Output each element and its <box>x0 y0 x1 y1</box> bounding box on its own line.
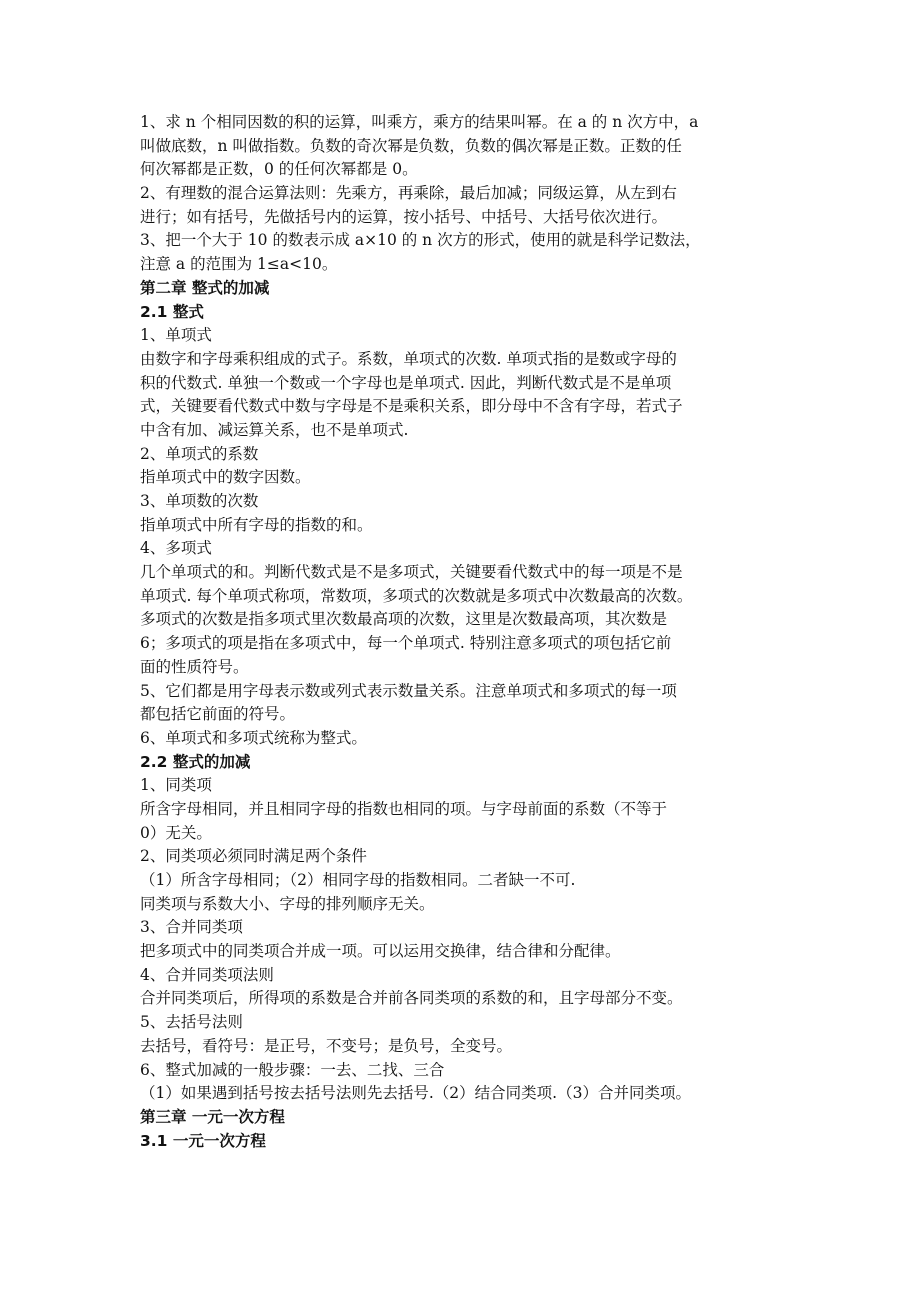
text-line: 6；多项式的项是指在多项式中，每一个单项式. 特别注意多项式的项包括它前 <box>140 634 672 653</box>
text-line: 把多项式中的同类项合并成一项。可以运用交换律，结合律和分配律。 <box>140 942 621 961</box>
text-line: 6、整式加减的一般步骤：一去、二找、三合 <box>140 1060 445 1079</box>
text-line: 单项式. 每个单项式称项，常数项，多项式的次数就是多项式中次数最高的次数。 <box>140 586 693 605</box>
text-line: 2、有理数的混合运算法则：先乘方，再乘除，最后加减；同级运算，从左到右 <box>140 184 677 203</box>
text-line: 合并同类项后，所得项的系数是合并前各同类项的系数的和，且字母部分不变。 <box>140 989 683 1008</box>
text-line: 2、同类项必须同时满足两个条件 <box>140 847 367 866</box>
text-line: 几个单项式的和。判断代数式是不是多项式，关键要看代数式中的每一项是不是 <box>140 563 683 582</box>
text-line: 5、它们都是用字母表示数或列式表示数量关系。注意单项式和多项式的每一项 <box>140 681 677 700</box>
section-heading: 3.1 一元一次方程 <box>140 1131 266 1150</box>
text-line: 4、多项式 <box>140 539 212 558</box>
text-line: 式，关键要看代数式中数与字母是不是乘积关系，即分母中不含有字母，若式子 <box>140 397 683 416</box>
text-line: 积的代数式. 单独一个数或一个字母也是单项式. 因此，判断代数式是不是单项 <box>140 373 672 392</box>
text-line: 中含有加、减运算关系，也不是单项式. <box>140 420 409 439</box>
text-line: 进行；如有括号，先做括号内的运算，按小括号、中括号、大括号依次进行。 <box>140 207 668 226</box>
text-line: 何次幂都是正数，0 的任何次幂都是 0。 <box>140 160 418 179</box>
text-line: 由数字和字母乘积组成的式子。系数，单项式的次数. 单项式指的是数或字母的 <box>140 349 677 368</box>
text-line: 注意 a 的范围为 1≤a<10。 <box>140 255 338 274</box>
text-line: 所含字母相同，并且相同字母的指数也相同的项。与字母前面的系数（不等于 <box>140 799 668 818</box>
text-line: 去括号，看符号：是正号，不变号；是负号，全变号。 <box>140 1036 513 1055</box>
text-line: 0）无关。 <box>140 823 212 842</box>
text-line: 指单项式中的数字因数。 <box>140 468 311 487</box>
text-line: 6、单项式和多项式统称为整式。 <box>140 728 367 747</box>
section-heading: 2.2 整式的加减 <box>140 752 251 771</box>
section-heading: 2.1 整式 <box>140 302 204 321</box>
text-line: 3、合并同类项 <box>140 918 243 937</box>
text-line: 多项式的次数是指多项式里次数最高项的次数，这里是次数最高项，其次数是 <box>140 610 668 629</box>
text-line: 3、单项数的次数 <box>140 492 259 510</box>
text-line: （1）所含字母相同；（2）相同字母的指数相同。二者缺一不可. <box>140 871 576 889</box>
text-line: 都包括它前面的符号。 <box>140 705 296 724</box>
text-line: 指单项式中所有字母的指数的和。 <box>140 515 373 534</box>
document-page <box>140 111 785 1153</box>
section-heading: 第二章 整式的加减 <box>140 278 270 297</box>
text-line: 1、求 n 个相同因数的积的运算，叫乘方，乘方的结果叫幂。在 a 的 n 次方中，a <box>140 113 699 131</box>
text-line: 4、合并同类项法则 <box>140 965 274 984</box>
text-line: 面的性质符号。 <box>140 657 249 676</box>
section-heading: 第三章 一元一次方程 <box>140 1107 285 1126</box>
text-line: 3、把一个大于 10 的数表示成 a×10 的 n 次方的形式，使用的就是科学记数法， <box>140 231 701 250</box>
text-line: 1、同类项 <box>140 776 212 795</box>
text-line: 5、去括号法则 <box>140 1013 243 1032</box>
text-line: 2、单项式的系数 <box>140 444 259 463</box>
text-line: 同类项与系数大小、字母的排列顺序无关。 <box>140 894 435 913</box>
text-line: 1、单项式 <box>140 326 212 345</box>
text-line: 叫做底数，n 叫做指数。负数的奇次幂是负数，负数的偶次幂是正数。正数的任 <box>140 136 682 155</box>
text-line: （1）如果遇到括号按去括号法则先去括号.（2）结合同类项.（3）合并同类项。 <box>140 1084 691 1103</box>
